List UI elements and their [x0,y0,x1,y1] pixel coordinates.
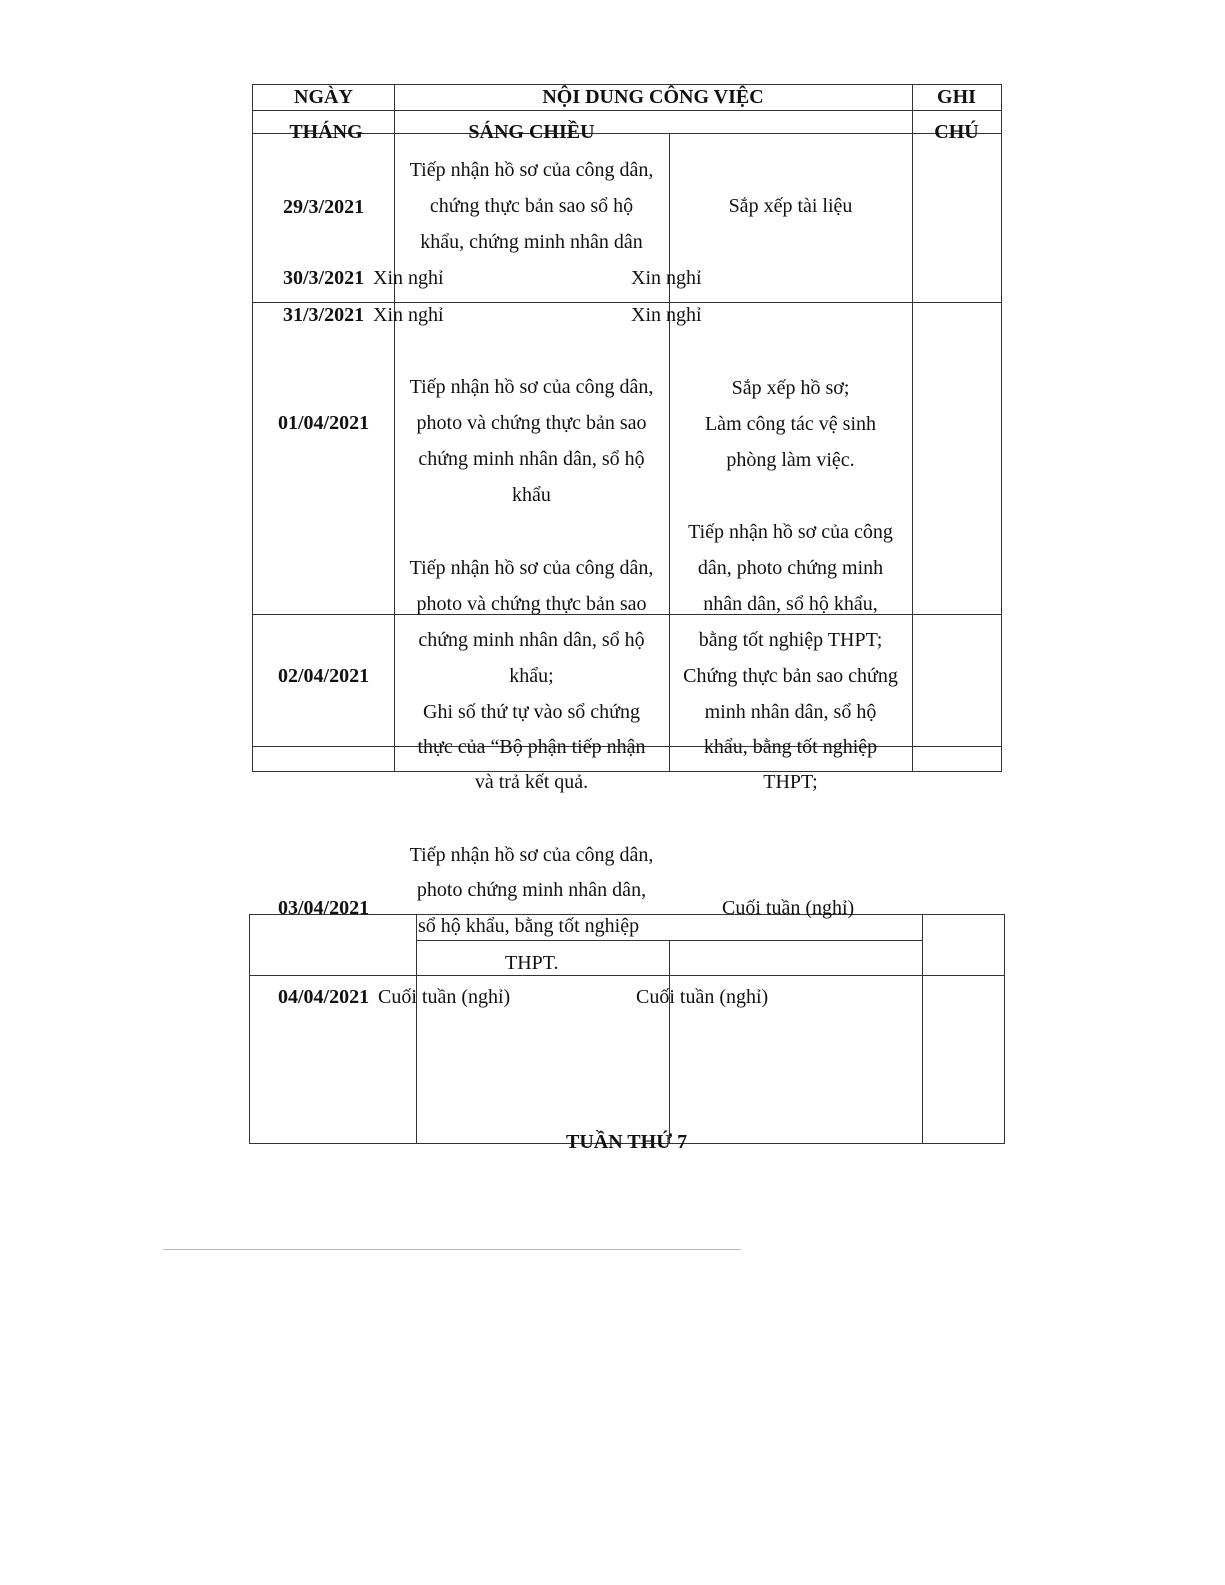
afternoon-line: Cuối tuần (nghỉ) [636,986,769,1008]
morning-line: THPT. [505,952,559,974]
morning-line: Xin nghỉ [373,304,444,326]
morning-line: Tiếp nhận hồ sơ của công dân, [409,159,654,181]
afternoon-line: Sắp xếp tài liệu [728,195,853,217]
header-date-line1: NGÀY [294,86,353,108]
afternoon-line: Sắp xếp hồ sơ; [731,377,850,399]
afternoon-line: minh nhân dân, sổ hộ [704,701,877,723]
morning-line: photo chứng minh nhân dân, [416,879,647,901]
afternoon-line: THPT; [763,771,818,793]
header-note-line1: GHI [937,86,976,108]
morning-line: photo và chứng thực bản sao [416,593,647,615]
afternoon-line: Xin nghỉ [631,267,702,289]
afternoon-line: nhân dân, sổ hộ khẩu, [703,593,878,615]
header-date-line2: THÁNG [289,121,363,143]
morning-line: khẩu, chứng minh nhân dân [420,231,643,253]
morning-line: photo và chứng thực bản sao [416,412,647,434]
row-date: 31/3/2021 [283,304,365,326]
morning-line: sổ hộ khẩu, bằng tốt nghiệp [418,915,640,937]
row-date: 03/04/2021 [278,897,370,919]
afternoon-line: khẩu, bằng tốt nghiệp [703,736,878,758]
header-shift: SÁNG CHIỀU [468,121,595,143]
afternoon-line: Làm công tác vệ sinh [704,413,877,435]
morning-line: và trả kết quả. [474,771,589,793]
row-date: 29/3/2021 [283,196,365,218]
afternoon-line: bằng tốt nghiệp THPT; [698,629,883,651]
afternoon-line: Xin nghỉ [631,304,702,326]
morning-line: chứng minh nhân dân, sổ hộ [418,448,645,470]
morning-line: chứng thực bản sao sổ hộ [429,195,634,217]
separator-line [163,1249,741,1250]
morning-line: Tiếp nhận hồ sơ của công dân, [409,844,654,866]
morning-line: khẩu; [509,665,554,687]
afternoon-line: phòng làm việc. [726,449,855,471]
morning-line: Tiếp nhận hồ sơ của công dân, [409,557,654,579]
morning-line: thực của “Bộ phận tiếp nhận [417,736,646,758]
morning-line: Cuối tuần (nghỉ) [378,986,511,1008]
morning-line: Xin nghỉ [373,267,444,289]
week-title: TUẦN THỨ 7 [566,1131,688,1153]
morning-line: Ghi số thứ tự vào sổ chứng [423,701,640,723]
afternoon-line: Tiếp nhận hồ sơ của công [688,521,893,543]
row-date: 30/3/2021 [283,267,365,289]
header-note-line2: CHÚ [934,121,979,143]
morning-line: chứng minh nhân dân, sổ hộ [418,629,645,651]
morning-line: Tiếp nhận hồ sơ của công dân, [409,376,654,398]
afternoon-line: dân, photo chứng minh [697,557,884,579]
row-date: 02/04/2021 [278,665,370,687]
row-date: 01/04/2021 [278,412,370,434]
afternoon-line: Cuối tuần (nghỉ) [722,897,855,919]
header-content: NỘI DUNG CÔNG VIỆC [542,86,764,108]
morning-line: khẩu [512,484,551,506]
afternoon-line: Chứng thực bản sao chứng [683,665,898,687]
row-date: 04/04/2021 [278,986,370,1008]
